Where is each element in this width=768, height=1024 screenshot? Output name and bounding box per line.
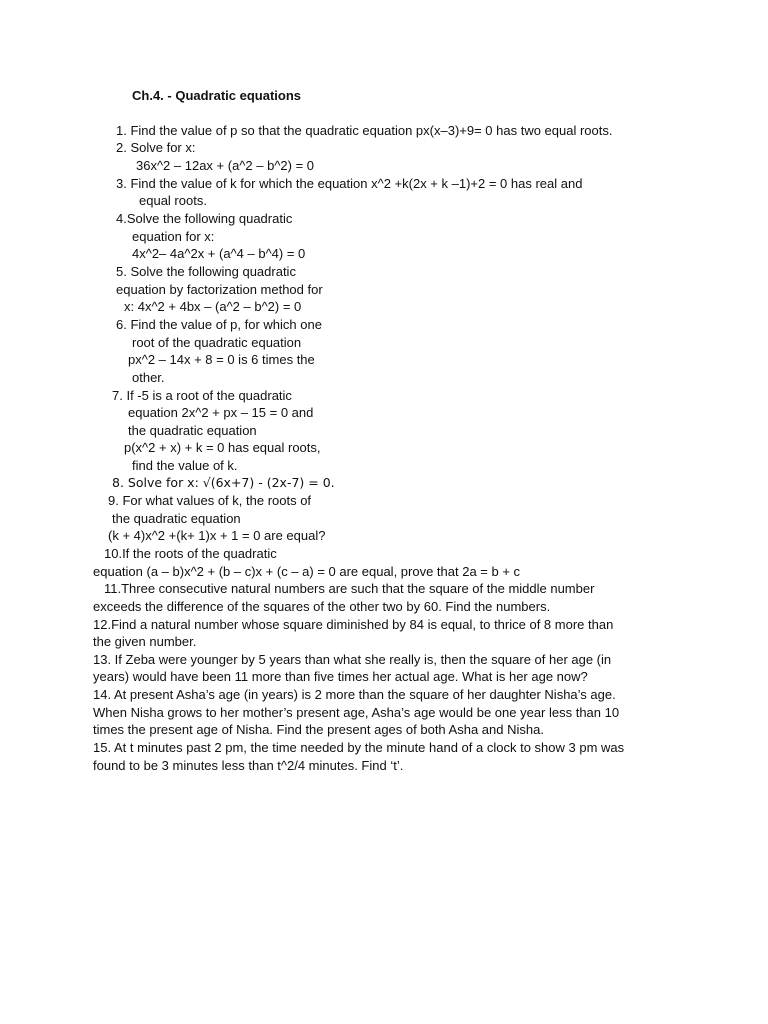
question-line: 4.Solve the following quadratic xyxy=(116,211,293,226)
question-line: equation (a – b)x^2 + (b – c)x + (c – a) = 0 are equal, prove that 2a = b + c xyxy=(93,564,521,579)
question-line: (k + 4)x^2 +(k+ 1)x + 1 = 0 are equal? xyxy=(108,528,326,543)
question-line: x: 4x^2 + 4bx – (a^2 – b^2) = 0 xyxy=(124,299,302,314)
question-line: the quadratic equation xyxy=(128,423,257,438)
question-line: 4x^2– 4a^2x + (a^4 – b^4) = 0 xyxy=(132,246,306,261)
question-line: find the value of k. xyxy=(132,458,238,473)
question-line: 7. If -5 is a root of the quadratic xyxy=(112,388,292,403)
question-line: 10.If the roots of the quadratic xyxy=(104,546,277,561)
question-line: found to be 3 minutes less than t^2/4 minutes. Find ‘t’. xyxy=(93,758,404,773)
question-line: px^2 – 14x + 8 = 0 is 6 times the xyxy=(128,352,315,367)
question-line: years) would have been 11 more than five times her actual age. What is her age now? xyxy=(93,669,588,684)
question-line: root of the quadratic equation xyxy=(132,335,302,350)
question-line: equation 2x^2 + px – 15 = 0 and xyxy=(128,405,314,420)
question-line: times the present age of Nisha. Find the present ages of both Asha and Nisha. xyxy=(93,722,544,737)
question-line: 8. Solve for x: √(6x+7) - (2x-7) = 0. xyxy=(112,475,335,490)
question-line: the quadratic equation xyxy=(112,511,241,526)
question-line: 36x^2 – 12ax + (a^2 – b^2) = 0 xyxy=(136,158,315,173)
question-line: equation for x: xyxy=(132,229,215,244)
question-line: the given number. xyxy=(93,634,197,649)
question-line: 14. At present Asha’s age (in years) is 2 more than the square of her daughter Nisha’s age. xyxy=(93,687,616,702)
question-line: exceeds the difference of the squares of the other two by 60. Find the numbers. xyxy=(93,599,551,614)
question-line: equal roots. xyxy=(139,193,207,208)
question-line: 15. At t minutes past 2 pm, the time needed by the minute hand of a clock to show 3 pm was xyxy=(93,740,625,755)
question-line: 13. If Zeba were younger by 5 years than what she really is, then the square of her age (in xyxy=(93,652,612,667)
question-line: 12.Find a natural number whose square diminished by 84 is equal, to thrice of 8 more than xyxy=(93,617,614,632)
question-line: other. xyxy=(132,370,165,385)
question-line: p(x^2 + x) + k = 0 has equal roots, xyxy=(124,440,321,455)
question-line: 2. Solve for x: xyxy=(116,140,196,155)
question-line: 9. For what values of k, the roots of xyxy=(108,493,312,508)
page-title: Ch.4. - Quadratic equations xyxy=(132,88,302,103)
question-line: 11.Three consecutive natural numbers are such that the square of the middle number xyxy=(104,581,595,596)
question-line: 3. Find the value of k for which the equation x^2 +k(2x + k –1)+2 = 0 has real and xyxy=(116,176,583,191)
question-line: 6. Find the value of p, for which one xyxy=(116,317,322,332)
question-line: 5. Solve the following quadratic xyxy=(116,264,296,279)
question-line: When Nisha grows to her mother’s present age, Asha’s age would be one year less than 10 xyxy=(93,705,620,720)
question-line: 1. Find the value of p so that the quadratic equation px(x–3)+9= 0 has two equal roots. xyxy=(116,123,613,138)
question-line: equation by factorization method for xyxy=(116,282,323,297)
